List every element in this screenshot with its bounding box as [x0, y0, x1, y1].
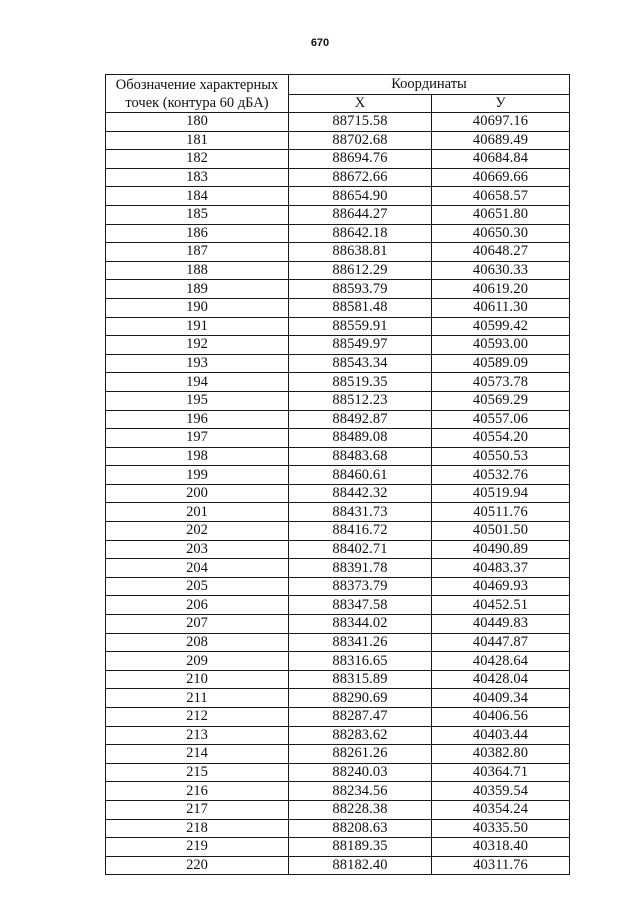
point-id-cell: 187 [106, 243, 289, 262]
point-id-cell: 201 [106, 503, 289, 522]
point-id-cell: 189 [106, 280, 289, 299]
point-id-cell: 219 [106, 838, 289, 857]
x-coordinate-cell: 88344.02 [289, 615, 432, 634]
table-row [106, 800, 570, 819]
table-row [106, 689, 570, 708]
x-coordinate-cell: 88287.47 [289, 708, 432, 727]
y-coordinate-cell: 40611.30 [432, 298, 570, 317]
y-coordinate-cell: 40599.42 [432, 317, 570, 336]
y-coordinate-cell: 40569.29 [432, 391, 570, 410]
y-coordinate-cell: 40364.71 [432, 763, 570, 782]
point-id-cell: 217 [106, 800, 289, 819]
x-coordinate-cell: 88489.08 [289, 429, 432, 448]
y-coordinate-cell: 40650.30 [432, 224, 570, 243]
table-header [106, 75, 570, 113]
point-id-cell: 200 [106, 484, 289, 503]
point-id-cell: 197 [106, 429, 289, 448]
point-id-cell: 209 [106, 652, 289, 671]
point-id-cell: 190 [106, 298, 289, 317]
point-id-cell: 182 [106, 150, 289, 169]
point-designation-header [106, 75, 289, 113]
y-coordinate-cell: 40658.57 [432, 187, 570, 206]
table-row [106, 243, 570, 262]
point-id-cell: 204 [106, 559, 289, 578]
table-row [106, 819, 570, 838]
point-id-cell: 186 [106, 224, 289, 243]
point-id-cell: 211 [106, 689, 289, 708]
table-row [106, 205, 570, 224]
x-coordinate-cell: 88519.35 [289, 373, 432, 392]
x-coordinate-cell: 88315.89 [289, 670, 432, 689]
point-id-cell: 202 [106, 522, 289, 541]
y-coordinate-cell: 40452.51 [432, 596, 570, 615]
y-coordinate-cell: 40519.94 [432, 484, 570, 503]
y-coordinate-cell: 40335.50 [432, 819, 570, 838]
x-coordinate-cell: 88228.38 [289, 800, 432, 819]
y-coordinate-cell: 40406.56 [432, 708, 570, 727]
point-id-cell: 199 [106, 466, 289, 485]
point-id-cell: 195 [106, 391, 289, 410]
point-id-cell: 191 [106, 317, 289, 336]
table-row [106, 763, 570, 782]
point-id-cell: 188 [106, 261, 289, 280]
table-row [106, 298, 570, 317]
x-header: X [289, 94, 432, 113]
point-id-cell: 205 [106, 577, 289, 596]
table-row [106, 782, 570, 801]
point-id-cell: 212 [106, 708, 289, 727]
y-coordinate-cell: 40669.66 [432, 168, 570, 187]
y-header: У [432, 94, 570, 113]
x-coordinate-cell: 88543.34 [289, 354, 432, 373]
table-row [106, 113, 570, 132]
table-row [106, 670, 570, 689]
table-row [106, 559, 570, 578]
y-coordinate-cell: 40550.53 [432, 447, 570, 466]
x-coordinate-cell: 88715.58 [289, 113, 432, 132]
y-coordinate-cell: 40318.40 [432, 838, 570, 857]
y-coordinate-cell: 40573.78 [432, 373, 570, 392]
point-id-cell: 184 [106, 187, 289, 206]
x-coordinate-cell: 88559.91 [289, 317, 432, 336]
y-coordinate-cell: 40359.54 [432, 782, 570, 801]
x-coordinate-cell: 88391.78 [289, 559, 432, 578]
page-number: 670 [310, 37, 330, 49]
table-row [106, 577, 570, 596]
x-coordinate-cell: 88460.61 [289, 466, 432, 485]
table-row [106, 745, 570, 764]
table-row [106, 447, 570, 466]
table-row [106, 150, 570, 169]
table-row [106, 373, 570, 392]
table-row [106, 261, 570, 280]
x-coordinate-cell: 88290.69 [289, 689, 432, 708]
y-coordinate-cell: 40490.89 [432, 540, 570, 559]
y-coordinate-cell: 40449.83 [432, 615, 570, 634]
point-id-cell: 192 [106, 336, 289, 355]
y-coordinate-cell: 40689.49 [432, 131, 570, 150]
point-id-cell: 220 [106, 856, 289, 875]
table-row [106, 410, 570, 429]
table-row [106, 224, 570, 243]
y-coordinate-cell: 40469.93 [432, 577, 570, 596]
table-row [106, 429, 570, 448]
y-coordinate-cell: 40648.27 [432, 243, 570, 262]
y-coordinate-cell: 40428.04 [432, 670, 570, 689]
x-coordinate-cell: 88549.97 [289, 336, 432, 355]
point-id-cell: 203 [106, 540, 289, 559]
table-row [106, 484, 570, 503]
point-id-cell: 218 [106, 819, 289, 838]
table-row [106, 726, 570, 745]
x-coordinate-cell: 88182.40 [289, 856, 432, 875]
x-coordinate-cell: 88593.79 [289, 280, 432, 299]
x-coordinate-cell: 88283.62 [289, 726, 432, 745]
x-coordinate-cell: 88612.29 [289, 261, 432, 280]
table-row [106, 856, 570, 875]
x-coordinate-cell: 88431.73 [289, 503, 432, 522]
y-coordinate-cell: 40409.34 [432, 689, 570, 708]
point-header-line1: Обозначение характерных [115, 77, 279, 93]
table-row [106, 596, 570, 615]
x-coordinate-cell: 88416.72 [289, 522, 432, 541]
point-id-cell: 215 [106, 763, 289, 782]
x-coordinate-cell: 88347.58 [289, 596, 432, 615]
table-row [106, 354, 570, 373]
x-coordinate-cell: 88373.79 [289, 577, 432, 596]
x-coordinate-cell: 88240.03 [289, 763, 432, 782]
table-row [106, 168, 570, 187]
y-coordinate-cell: 40483.37 [432, 559, 570, 578]
x-coordinate-cell: 88654.90 [289, 187, 432, 206]
table-row [106, 466, 570, 485]
table-row [106, 633, 570, 652]
y-coordinate-cell: 40511.76 [432, 503, 570, 522]
y-coordinate-cell: 40651.80 [432, 205, 570, 224]
y-coordinate-cell: 40382.80 [432, 745, 570, 764]
x-coordinate-cell: 88694.76 [289, 150, 432, 169]
point-id-cell: 193 [106, 354, 289, 373]
y-coordinate-cell: 40589.09 [432, 354, 570, 373]
point-header-line2: точек (контура 60 дБА) [125, 95, 269, 111]
coordinates-header: Координаты [289, 75, 570, 95]
table-row [106, 391, 570, 410]
x-coordinate-cell: 88492.87 [289, 410, 432, 429]
coordinates-table [105, 74, 570, 875]
table-row [106, 336, 570, 355]
table-row [106, 503, 570, 522]
point-id-cell: 180 [106, 113, 289, 132]
point-id-cell: 194 [106, 373, 289, 392]
point-id-cell: 213 [106, 726, 289, 745]
x-coordinate-cell: 88208.63 [289, 819, 432, 838]
point-id-cell: 214 [106, 745, 289, 764]
x-coordinate-cell: 88512.23 [289, 391, 432, 410]
y-coordinate-cell: 40354.24 [432, 800, 570, 819]
point-id-cell: 207 [106, 615, 289, 634]
table-body [106, 113, 570, 875]
point-id-cell: 216 [106, 782, 289, 801]
y-coordinate-cell: 40403.44 [432, 726, 570, 745]
x-coordinate-cell: 88638.81 [289, 243, 432, 262]
point-id-cell: 185 [106, 205, 289, 224]
x-coordinate-cell: 88483.68 [289, 447, 432, 466]
y-coordinate-cell: 40311.76 [432, 856, 570, 875]
table-row [106, 838, 570, 857]
y-coordinate-cell: 40684.84 [432, 150, 570, 169]
y-coordinate-cell: 40447.87 [432, 633, 570, 652]
x-coordinate-cell: 88702.68 [289, 131, 432, 150]
y-coordinate-cell: 40428.64 [432, 652, 570, 671]
point-id-cell: 206 [106, 596, 289, 615]
x-coordinate-cell: 88341.26 [289, 633, 432, 652]
y-coordinate-cell: 40630.33 [432, 261, 570, 280]
y-coordinate-cell: 40532.76 [432, 466, 570, 485]
point-id-cell: 196 [106, 410, 289, 429]
table-row [106, 317, 570, 336]
x-coordinate-cell: 88672.66 [289, 168, 432, 187]
y-coordinate-cell: 40697.16 [432, 113, 570, 132]
table-row [106, 540, 570, 559]
table-row [106, 522, 570, 541]
table-row [106, 131, 570, 150]
x-coordinate-cell: 88442.32 [289, 484, 432, 503]
table-row [106, 615, 570, 634]
y-coordinate-cell: 40501.50 [432, 522, 570, 541]
table-row [106, 652, 570, 671]
x-coordinate-cell: 88189.35 [289, 838, 432, 857]
y-coordinate-cell: 40554.20 [432, 429, 570, 448]
x-coordinate-cell: 88642.18 [289, 224, 432, 243]
x-coordinate-cell: 88261.26 [289, 745, 432, 764]
x-coordinate-cell: 88644.27 [289, 205, 432, 224]
point-id-cell: 181 [106, 131, 289, 150]
x-coordinate-cell: 88234.56 [289, 782, 432, 801]
y-coordinate-cell: 40593.00 [432, 336, 570, 355]
y-coordinate-cell: 40619.20 [432, 280, 570, 299]
point-id-cell: 210 [106, 670, 289, 689]
point-id-cell: 198 [106, 447, 289, 466]
point-id-cell: 183 [106, 168, 289, 187]
point-id-cell: 208 [106, 633, 289, 652]
x-coordinate-cell: 88402.71 [289, 540, 432, 559]
y-coordinate-cell: 40557.06 [432, 410, 570, 429]
table-row [106, 708, 570, 727]
x-coordinate-cell: 88581.48 [289, 298, 432, 317]
x-coordinate-cell: 88316.65 [289, 652, 432, 671]
table-row [106, 280, 570, 299]
table-row [106, 187, 570, 206]
